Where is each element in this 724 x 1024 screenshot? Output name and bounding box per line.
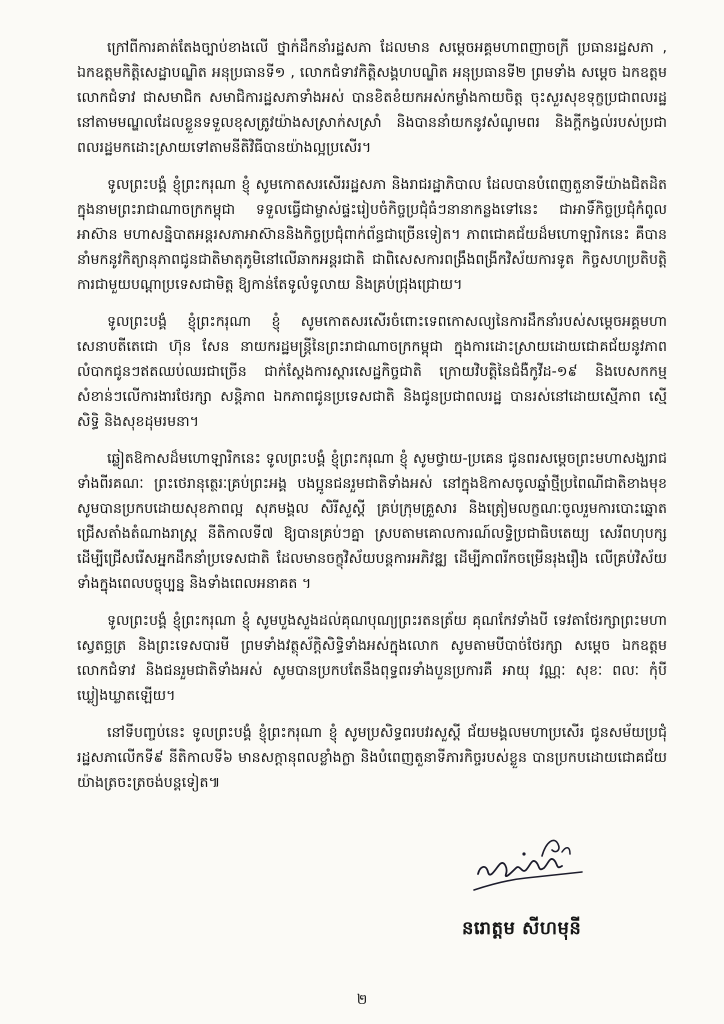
paragraph: ក្រៅពីការគាត់តែងច្បាប់ខាងលើ ថ្នាក់ដឹកនាំរដ្ឋសភា ដែលមាន សម្តេចអគ្គមហាពញាចក្រី ប្រធានរដ្ឋសភា , ឯកឧត្តមកិត្តិសេដ្ឋាបណ្ឌិត អនុប្រធានទី១ , លោកជំទាវកិត្តិសង្គហបណ្ឌិត អនុប្រធានទី២ ព្រមទាំង សម្តេច ឯកឧត្តម លោកជំទាវ ជាសមាជិក សមាជិការដ្ឋសភាទាំងអស់ បានខិតខំយកអស់កម្លាំងកាយចិត្ត ចុះសួរសុខទុក្ខប្រជាពលរដ្ឋ នៅតាមមណ្ឌលដែលខ្លួនទទួលខុសត្រូវយ៉ាងសស្រាក់សស្រាំ និងបាននាំយកនូវសំណូមពរ និងក្តីកង្វល់របស់ប្រជាពលរដ្ឋមកដោះស្រាយទៅតាមនីតិវិធីបានយ៉ាងល្អប្រសើរ។ (77, 40, 667, 156)
paragraph: ទូលព្រះបង្គំ ខ្ញុំព្រះករុណា ខ្ញុំ សូមកោតសរសើរចំពោះទេពកោសល្យនៃការដឹកនាំរបស់សម្តេចអគ្គមហាសេនាបតីតេជោ ហ៊ុន សែន នាយករដ្ឋមន្ត្រីនៃព្រះរាជាណាចក្រកម្ពុជា ក្នុងការដោះស្រាយដោយជោគជ័យនូវភាពលំបាកជូនៗឥតឈប់ឈរជាច្រើន ជាក់ស្តែងការស្តារសេដ្ឋកិច្ចជាតិ ក្រោយវិបត្តិនៃជំងឺកូវីដ-១៩ និងបេសកកម្មសំខាន់ៗលើការងារថែរក្សា សន្តិភាព ឯកភាពជូនប្រទេសជាតិ និងជូនប្រជាពលរដ្ឋ បានរស់នៅដោយស្មើភាព ស្មើសិទ្ធិ និងសុខដុមរមនា។ (77, 314, 667, 430)
letter-body (77, 36, 667, 808)
handwritten-signature (466, 828, 586, 904)
page-number: ២ (356, 992, 368, 1008)
signatory-name: នរោត្តម សីហមុនី (462, 918, 582, 939)
paragraph: ឆ្លៀតឱកាសដ៏មហោឡារិកនេះ ទូលព្រះបង្គំ ខ្ញុំព្រះករុណា ខ្ញុំ សូមថ្វាយ-ប្រគេន ជូនពរសម្តេចព្រះមហាសង្ឃរាជទាំងពីរគណៈ ព្រះថេរានុត្ថេរៈគ្រប់ព្រះអង្គ បងប្អូនជនរួមជាតិទាំងអស់ នៅក្នុងឱកាសចូលឆ្នាំថ្មីប្រពៃណីជាតិខាងមុខ សូមបានប្រកបដោយសុខភាពល្អ សុភមង្គល សិរីសួស្តី គ្រប់ក្រុមគ្រួសារ និងត្រៀមលក្ខណៈចូលរួមការបោះឆ្នោតជ្រើសតាំងតំណាងរាស្ត្រ នីតិកាលទី៧ ឱ្យបានគ្រប់ៗគ្នា ស្របតាមគោលការណ៍លទ្ធិប្រជាធិបតេយ្យ សេរីពហុបក្ស ដើម្បីជ្រើសរើសអ្នកដឹកនាំប្រទេសជាតិ ដែលមានចក្ខុវិស័យបន្តការអភិវឌ្ឍ ដើម្បីភាពរីកចម្រើនរុងរឿង លើគ្រប់វិស័យ ទាំងក្នុងពេលបច្ចុប្បន្ន និងទាំងពេលអនាគត ។ (77, 451, 667, 592)
paragraph: ទូលព្រះបង្គំ ខ្ញុំព្រះករុណា ខ្ញុំ សូមកោតសរសើររដ្ឋសភា និងរាជរដ្ឋាភិបាល ដែលបានបំពេញតួនាទីយ៉ាងជិតដិត ក្នុងនាមព្រះរាជាណាចក្រកម្ពុជា ទទួលធ្វើជាម្ចាស់ផ្ទះរៀបចំកិច្ចប្រជុំធំៗនានាកន្លងទៅនេះ ជាអាទិ៍កិច្ចប្រជុំកំពូលអាស៊ាន មហាសន្និបាតអន្តរសភាអាស៊ាននិងកិច្ចប្រជុំពាក់ព័ន្ធជាច្រើនទៀត។ ភាពជោគជ័យដ៏មហោឡារិកនេះ គឺបាននាំមកនូវកិត្យានុភាពជូនជាតិមាតុភូមិនៅលើឆាកអន្តរជាតិ ជាពិសេសការពង្រឹងពង្រីកវិស័យការទូត កិច្ចសហប្រតិបត្តិការជាមួយបណ្តាប្រទេសជាមិត្ត ឱ្យកាន់តែទូលំទូលាយ និងគ្រប់ជ្រុងជ្រោយ។ (77, 177, 667, 293)
paragraph: នៅទីបញ្ចប់នេះ ទូលព្រះបង្គំ ខ្ញុំព្រះករុណា ខ្ញុំ សូមប្រសិទ្ធពរបវរសួស្តី ជ័យមង្គលមហាប្រសើរ ជូនសម័យប្រជុំរដ្ឋសភាលើកទី៩ នីតិកាលទី៦ មានសក្តានុពលខ្លាំងក្លា និងបំពេញតួនាទីភារកិច្ចរបស់ខ្លួន បានប្រកបដោយជោគជ័យយ៉ាងត្រចះត្រចង់បន្តទៀត៕ (77, 725, 667, 791)
paragraph: ទូលព្រះបង្គំ ខ្ញុំព្រះករុណា ខ្ញុំ សូមបួងសួងដល់គុណបុណ្យព្រះរតនត្រ័យ គុណកែវទាំងបី ទេវតាថែរក្សាព្រះមហាស្វេតច្ឆត្រ និងព្រះទេសបារមី ព្រមទាំងវត្ថុស័ក្តិសិទ្ធិទាំងអស់ក្នុងលោក សូមតាមបីបាច់ថែរក្សា សម្តេច ឯកឧត្តម លោកជំទាវ និងជនរួមជាតិទាំងអស់ សូមបានប្រកបតែនឹងពុទ្ធពរទាំងបួនប្រការគឺ អាយុ វណ្ណៈ សុខៈ ពលៈ កុំបីឃ្លៀងឃ្លាតឡើយ។ (77, 613, 667, 704)
